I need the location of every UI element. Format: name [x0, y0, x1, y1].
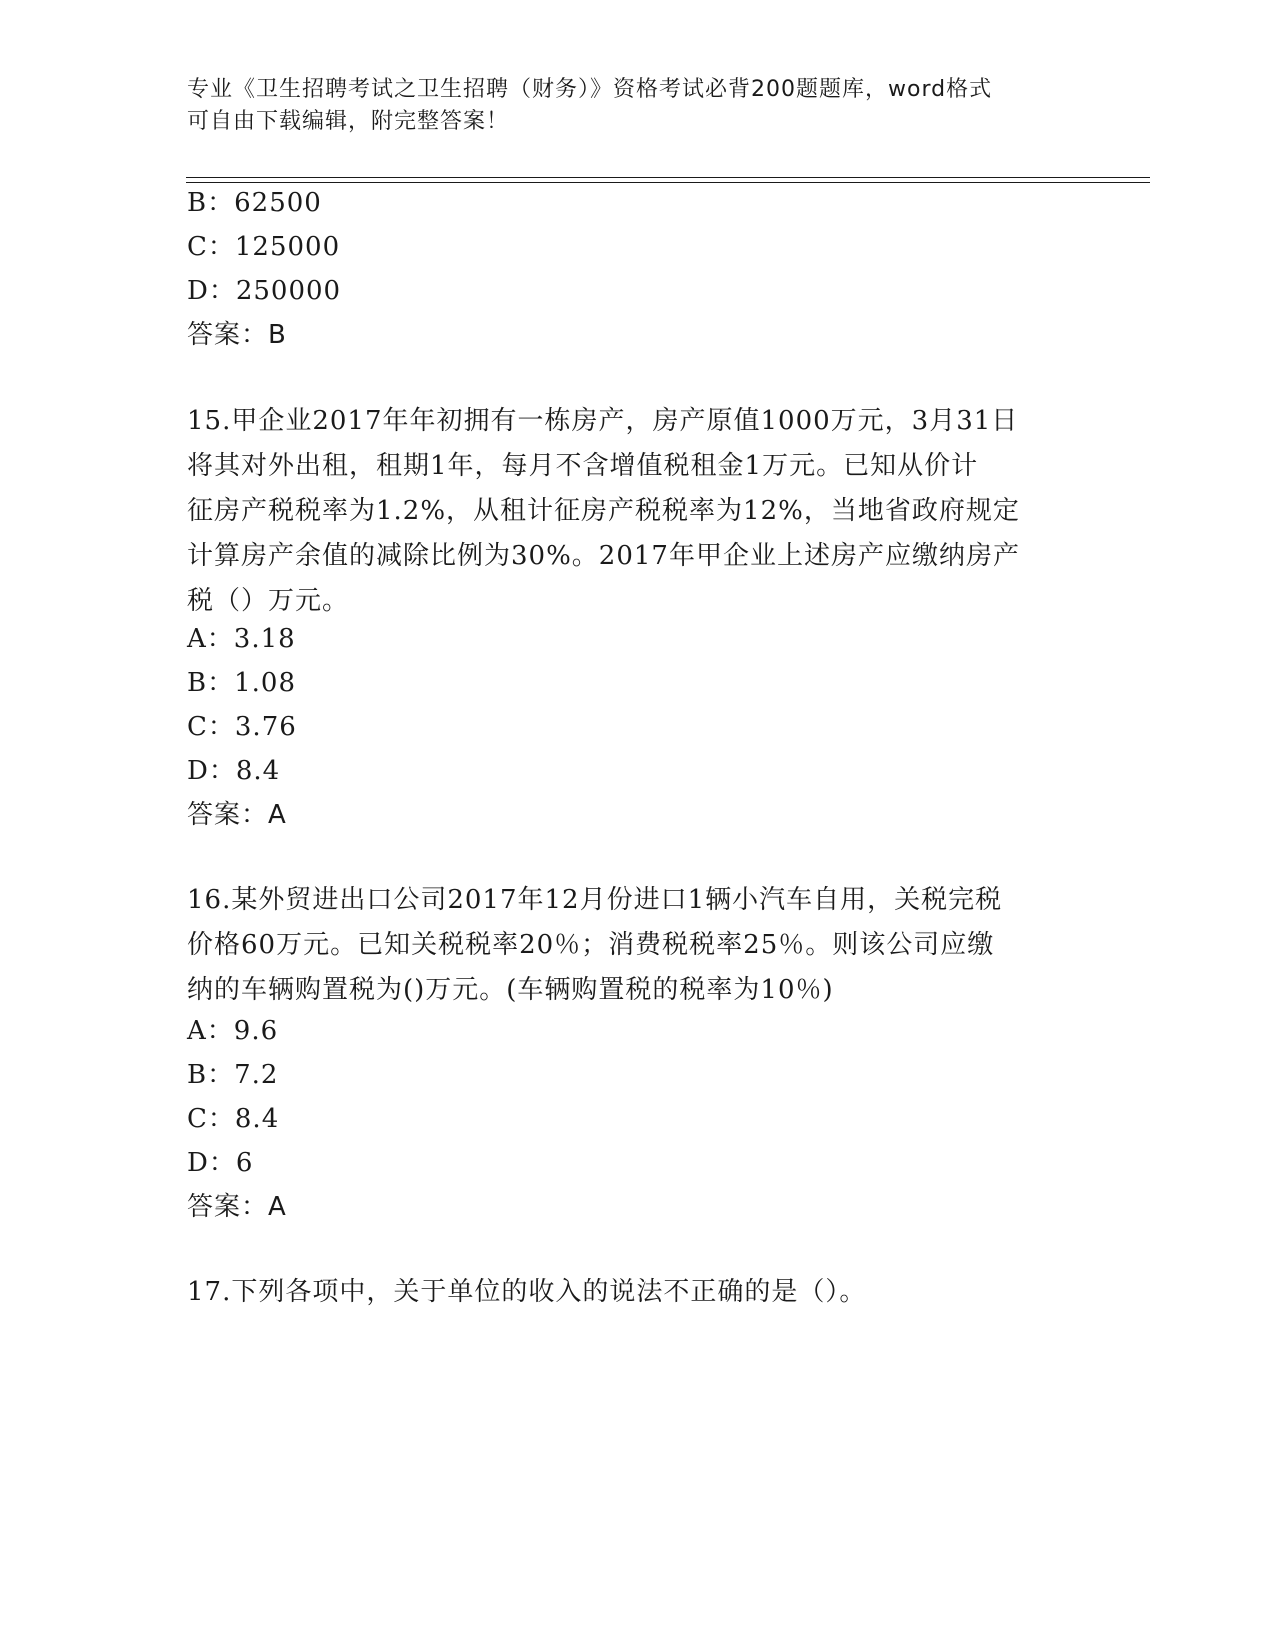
q16-option-d: D：6	[187, 1148, 254, 1178]
q17-stem	[187, 1270, 1087, 1315]
q15-option-b: B：1.08	[187, 668, 296, 698]
q16-option-c: C：8.4	[187, 1104, 280, 1134]
q14-option-c: C：125000	[187, 232, 341, 262]
header-line-1: 专业《卫生招聘考试之卫生招聘（财务）》资格考试必背200题题库，word格式	[187, 77, 993, 102]
q15-stem	[187, 399, 1087, 624]
q14-option-d: D：250000	[187, 276, 342, 306]
q16-option-b: B：7.2	[187, 1060, 279, 1090]
q17-stem-line: 17.下列各项中，关于单位的收入的说法不正确的是（）。	[187, 1277, 867, 1307]
q15-stem-line: 15.甲企业2017年年初拥有一栋房产，房产原值1000万元，3月31日	[187, 406, 1019, 436]
q15-stem-line: 征房产税税率为1.2%，从租计征房产税税率为12%，当地省政府规定	[187, 496, 1020, 526]
header-line-2: 可自由下载编辑，附完整答案！	[187, 109, 510, 134]
q15-stem-line: 计算房产余值的减除比例为30%。2017年甲企业上述房产应缴纳房产	[187, 541, 1020, 571]
q16-stem-line: 纳的车辆购置税为()万元。(车辆购置税的税率为10％)	[187, 975, 834, 1005]
q16-stem	[187, 878, 1087, 1013]
header-divider-top	[186, 177, 1150, 178]
q14-answer: 答案：B	[187, 320, 287, 350]
header-divider-bottom	[186, 182, 1150, 183]
q16-stem-line: 16.某外贸进出口公司2017年12月份进口1辆小汽车自用，关税完税	[187, 885, 1003, 915]
q16-option-a: A：9.6	[187, 1016, 279, 1046]
q15-option-c: C：3.76	[187, 712, 297, 742]
q16-answer: 答案：A	[187, 1192, 287, 1222]
q15-stem-line: 将其对外出租，租期1年，每月不含增值税租金1万元。已知从价计	[187, 451, 979, 481]
document-header	[187, 74, 1067, 138]
q15-option-a: A：3.18	[187, 624, 296, 654]
q15-stem-line: 税（）万元。	[187, 586, 350, 616]
q14-option-b: B：62500	[187, 188, 322, 218]
q15-option-d: D：8.4	[187, 756, 281, 786]
q15-answer: 答案：A	[187, 800, 287, 830]
q16-stem-line: 价格60万元。已知关税税率20％；消费税税率25％。则该公司应缴	[187, 930, 995, 960]
